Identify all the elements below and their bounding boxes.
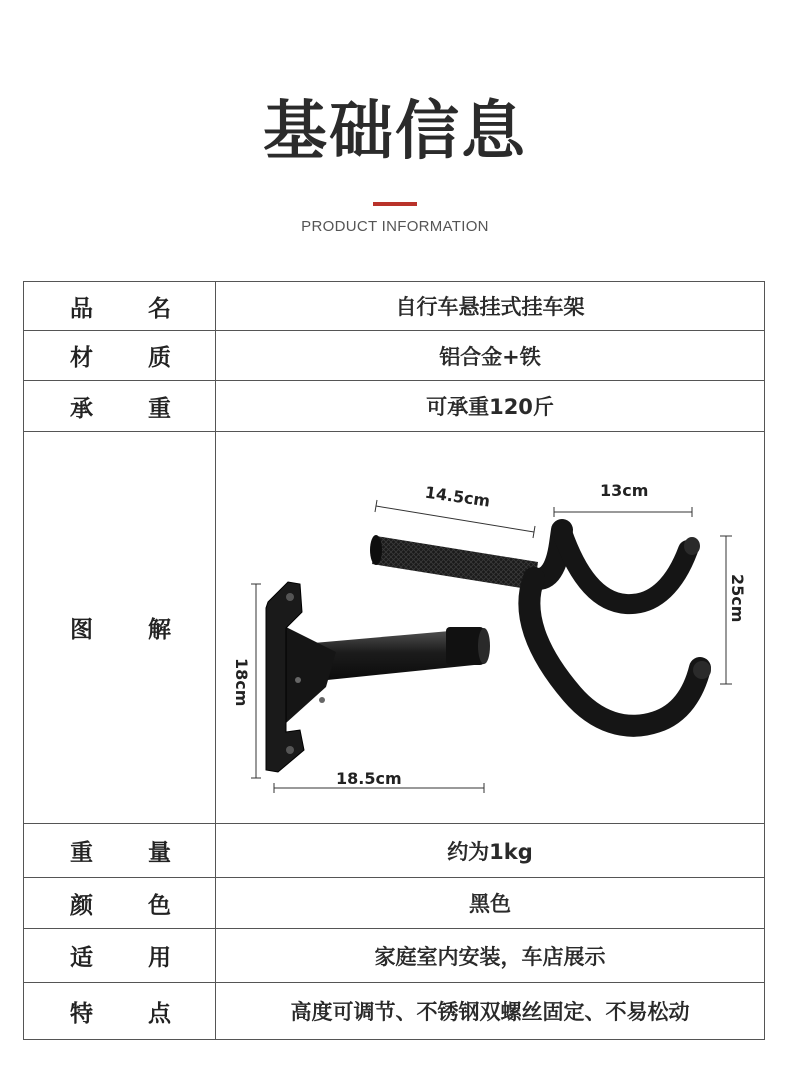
label-char: 品 bbox=[70, 295, 93, 322]
bolt-head bbox=[295, 677, 301, 683]
hook-height-label: 25cm bbox=[728, 574, 747, 623]
title-accent-bar bbox=[373, 202, 417, 206]
spec-value: 可承重120斤 bbox=[426, 395, 554, 419]
label-char: 颜 bbox=[70, 892, 93, 919]
handle-end-cap bbox=[370, 535, 382, 565]
spec-row-diagram bbox=[24, 432, 764, 824]
label-char: 特 bbox=[70, 1000, 93, 1027]
bolt-head bbox=[319, 697, 325, 703]
spec-label bbox=[24, 432, 216, 823]
spec-label bbox=[24, 331, 216, 380]
dimension-arm-length bbox=[274, 769, 484, 793]
spec-value: 约为1kg bbox=[447, 839, 533, 864]
spec-value: 家庭室内安装，车店展示 bbox=[374, 944, 606, 969]
spec-row-load bbox=[24, 381, 764, 432]
arm-end-face bbox=[478, 628, 490, 664]
spec-value: 黑色 bbox=[469, 892, 511, 916]
label-char: 图 bbox=[70, 617, 93, 643]
page-title: 基础信息 bbox=[263, 95, 527, 169]
spec-label bbox=[24, 282, 216, 330]
handle-grip bbox=[372, 536, 538, 590]
spec-row-features bbox=[24, 983, 764, 1039]
label-char: 用 bbox=[148, 945, 171, 971]
dimension-handle bbox=[375, 483, 535, 538]
hook-width-label: 13cm bbox=[600, 481, 649, 500]
spec-value: 自行车悬挂式挂车架 bbox=[395, 295, 585, 319]
label-char: 量 bbox=[148, 840, 171, 866]
handle-length-label: 14.5cm bbox=[423, 482, 492, 511]
dimension-hook-height bbox=[720, 536, 747, 684]
spec-label bbox=[24, 824, 216, 877]
wall-mount-part bbox=[266, 582, 490, 772]
page-subtitle: PRODUCT INFORMATION bbox=[301, 218, 489, 235]
bike-hanger-diagram bbox=[216, 432, 764, 822]
screw-hole bbox=[286, 746, 294, 754]
label-char: 适 bbox=[70, 945, 93, 971]
spec-row-weight bbox=[24, 824, 764, 878]
label-char: 重 bbox=[148, 395, 171, 422]
spec-row-usage bbox=[24, 929, 764, 983]
label-char: 承 bbox=[70, 395, 93, 422]
spec-row-color bbox=[24, 878, 764, 929]
screw-hole bbox=[286, 593, 294, 601]
hook-upper-arm bbox=[562, 532, 688, 604]
spec-row-name bbox=[24, 282, 764, 331]
spec-row-material bbox=[24, 331, 764, 381]
spec-value: 高度可调节、不锈钢双螺丝固定、不易松动 bbox=[290, 1000, 690, 1024]
label-char: 色 bbox=[148, 892, 171, 919]
upper-arm-tip bbox=[684, 537, 700, 555]
spec-value: 铝合金+铁 bbox=[439, 344, 541, 369]
dimension-hook-width bbox=[554, 481, 692, 517]
label-char: 重 bbox=[70, 840, 93, 866]
spec-label bbox=[24, 929, 216, 982]
plate-height-label: 18cm bbox=[232, 658, 251, 707]
spec-label bbox=[24, 983, 216, 1039]
spec-label bbox=[24, 381, 216, 431]
label-char: 名 bbox=[148, 295, 171, 322]
label-char: 质 bbox=[148, 345, 171, 371]
label-char: 材 bbox=[70, 345, 93, 371]
spec-label bbox=[24, 878, 216, 928]
label-char: 点 bbox=[148, 1000, 171, 1027]
lower-arm-tip bbox=[693, 661, 711, 679]
dimension-plate-height bbox=[232, 584, 261, 778]
product-diagram bbox=[216, 432, 764, 823]
spec-table bbox=[23, 281, 765, 1040]
hook-part bbox=[370, 530, 711, 726]
label-char: 解 bbox=[148, 617, 171, 643]
arm-length-label: 18.5cm bbox=[336, 769, 402, 788]
